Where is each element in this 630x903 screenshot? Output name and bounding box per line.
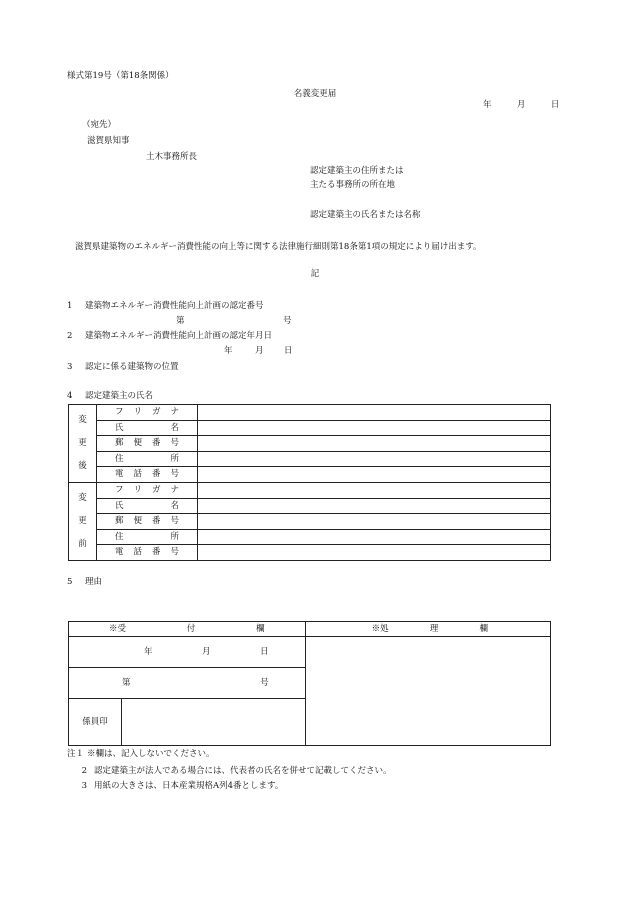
date-year: 年 (483, 100, 492, 110)
item-label: 建築物エネルギー消費性能向上計画の認定番号 (85, 301, 264, 311)
item-5 (67, 578, 102, 587)
before-name-field[interactable] (198, 498, 551, 514)
item-1 (67, 302, 264, 311)
after-phone-field[interactable] (198, 467, 551, 483)
item-number: 4 (67, 391, 73, 401)
date-day: 日 (550, 100, 560, 110)
address-label: 住 所 (97, 451, 198, 467)
date-month: 月 (516, 100, 526, 110)
name-label: 氏 名 (97, 498, 198, 514)
after-postal-code-field[interactable] (198, 436, 551, 452)
item-2-day: 日 (284, 346, 293, 356)
postal-code-label: 郵 便 番 号 (97, 514, 198, 530)
item-number: 3 (67, 362, 73, 372)
addressee-office: 土木事務所長 (146, 152, 198, 162)
after-name-field[interactable] (198, 420, 551, 436)
item-1-number-no: 第 (176, 316, 185, 326)
item-number: 1 (67, 301, 73, 311)
reception-number: 第 号 (69, 668, 306, 699)
name-label: 氏 名 (97, 420, 198, 436)
item-number: 5 (67, 577, 73, 587)
note-1: 注１ ※欄は、記入しないでください。 (67, 749, 215, 759)
phone-label: 電 話 番 号 (97, 467, 198, 483)
before-postal-code-field[interactable] (198, 514, 551, 530)
before-furigana-field[interactable] (198, 482, 551, 498)
furigana-label: フ リ ガ ナ (97, 482, 198, 498)
item-1-number-go: 号 (283, 316, 292, 326)
postal-code-label: 郵 便 番 号 (97, 436, 198, 452)
item-number: 2 (67, 331, 73, 341)
before-change-label: 変 更 前 (69, 482, 97, 560)
applicant-name: 認定建築主の氏名または名称 (310, 210, 421, 220)
item-2-year: 年 (224, 346, 233, 356)
before-address-field[interactable] (198, 529, 551, 545)
addressee-governor: 滋賀県知事 (87, 136, 130, 146)
phone-label: 電 話 番 号 (97, 545, 198, 561)
note-2: 2 認定建築主が法人である場合には、代表者の氏名を併せて記載してください。 (81, 766, 392, 776)
applicant-address-line1: 認定建築主の住所または (310, 166, 404, 176)
ki-heading: 記 (310, 269, 320, 279)
submission-date (483, 101, 559, 110)
form-number: 様式第19号（第18条関係） (67, 71, 174, 81)
item-label: 認定建築主の氏名 (85, 391, 154, 401)
furigana-label: フ リ ガ ナ (97, 405, 198, 421)
body-text: 滋賀県建築物のエネルギー消費性能の向上等に関する法律施行細則第18条第1項の規定により届け出ます。 (75, 242, 482, 252)
before-phone-field[interactable] (198, 545, 551, 561)
item-2 (67, 332, 272, 341)
address-label: 住 所 (97, 529, 198, 545)
item-label: 認定に係る建築物の位置 (85, 362, 179, 372)
item-3 (67, 363, 179, 372)
applicant-address-line2: 主たる事務所の所在地 (310, 180, 396, 190)
name-change-table (68, 404, 551, 561)
item-2-month: 月 (255, 346, 264, 356)
note-3: 3 用紙の大きさは、日本産業規格A列4番とします。 (81, 781, 284, 791)
staff-seal-box (122, 699, 306, 746)
addressee-label: （宛先） (82, 120, 117, 130)
reception-header: ※受 付 欄 (69, 622, 306, 637)
office-use-table (68, 621, 551, 746)
item-label: 建築物エネルギー消費性能向上計画の認定年月日 (85, 331, 273, 341)
processing-header: ※処 理 欄 (305, 622, 550, 637)
item-4 (67, 392, 153, 401)
after-change-label: 変 更 後 (69, 405, 97, 483)
processing-area (305, 637, 550, 746)
item-label: 理由 (85, 577, 103, 587)
document-title: 名義変更届 (293, 89, 337, 99)
staff-seal-label: 係員印 (69, 699, 122, 746)
after-address-field[interactable] (198, 451, 551, 467)
reception-date: 年 月 日 (69, 637, 306, 668)
after-furigana-field[interactable] (198, 405, 551, 421)
